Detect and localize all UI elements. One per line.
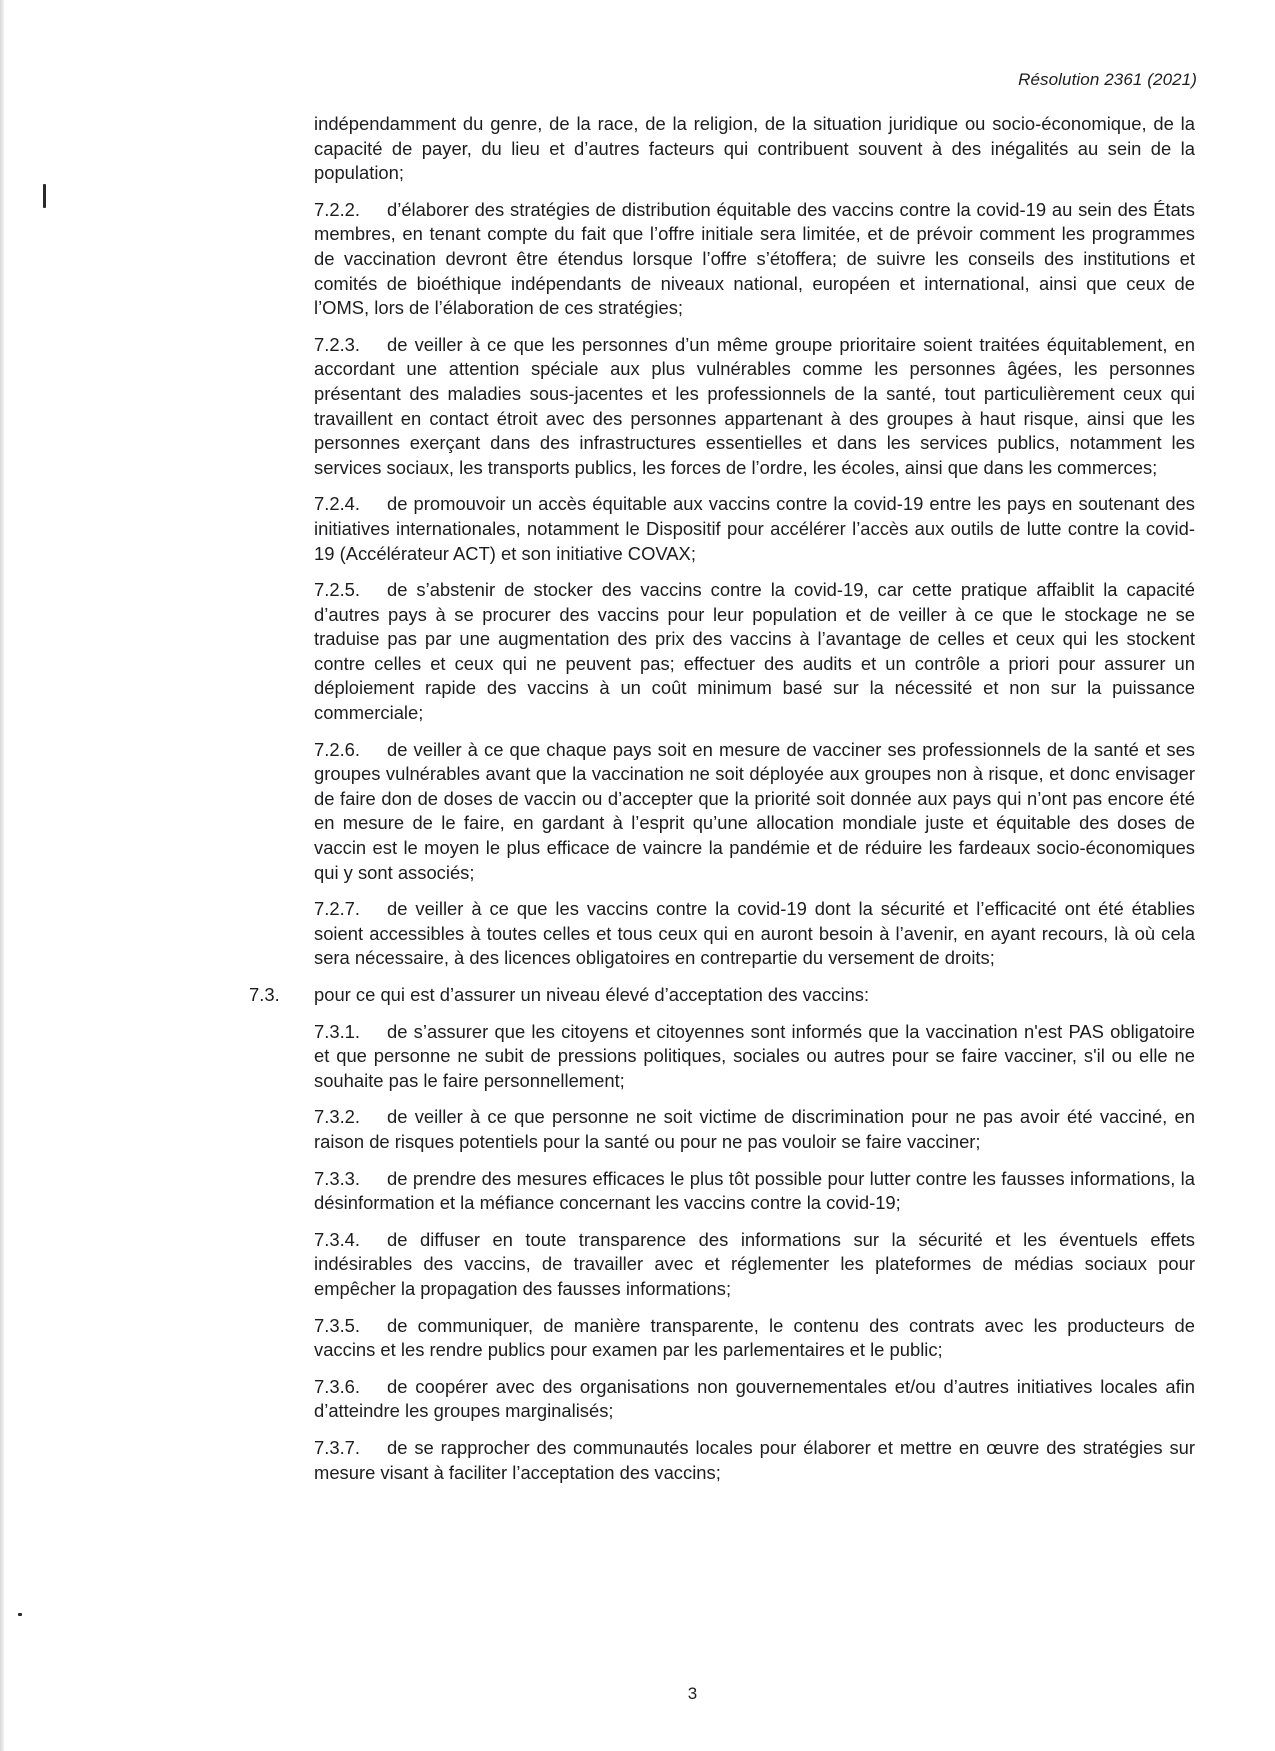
section-heading [249,983,1195,1008]
paragraph-text: de se rapprocher des communautés locales pour élaborer et mettre en œuvre des stratégies sur mesure visant à faciliter l’acceptation des vaccins; [314,1436,1195,1483]
paragraph-list-7-2 [314,198,1195,971]
paragraph-number: 7.3.4. [314,1228,361,1250]
paragraph-number: 7.2.3. [314,333,361,355]
paragraph-number: 7.2.2. [314,198,361,220]
paragraph-number: 7.3.3. [314,1167,361,1189]
paragraph-text: de veiller à ce que personne ne soit victime de discrimination pour ne pas avoir été vacciné, en raison de risques potentiels pour la santé ou pour ne pas vouloir se faire vacciner; [314,1106,1195,1152]
paragraph-number: 7.2.4. [314,493,361,515]
paragraph-text: de communiquer, de manière transparente, le contenu des contrats avec les producteurs de vaccins et les rendre publics pour examen par les parlementaires et le public; [314,1314,1195,1361]
paragraph [314,198,1195,321]
scan-mark [18,1613,22,1616]
paragraph-number: 7.3.5. [314,1314,361,1336]
paragraph [314,897,1195,971]
paragraph-text: de veiller à ce que chaque pays soit en mesure de vacciner ses professionnels de la santé et ses groupes vulnérables avant que la vaccination ne soit déployée aux groupes non à risque, et donc envisager de faire don de doses de vaccin ou d’accepter que la priorité soit donnée aux pays qui n’ont pas encore été en mesure de le faire, en gardant à l’esprit qu’une allocation mondiale juste et équitable des doses de vaccin est le moyen le plus efficace de vaincre la pandémie et de réduire les fardeaux socio-économiques qui y sont associés; [314,738,1195,883]
page-number: 3 [687,1684,698,1703]
document-body [249,112,1195,1497]
paragraph-text: de veiller à ce que les personnes d’un même groupe prioritaire soient traitées équitablement, en accordant une attention spéciale aux plus vulnérables comme les personnes âgées, les personnes présentant des maladies sous-jacentes et les professionnels de la santé, tout particulièrement ceux qui travaillent en contact étroit avec des personnes appartenant à des groupes à haut risque, ainsi que les personnes exerçant dans des infrastructures essentielles et dans les services publics, notamment les services sociaux, les transports publics, les forces de l’ordre, les écoles, ainsi que dans les commerces; [314,333,1195,478]
paragraph-continuation: indépendamment du genre, de la race, de la religion, de la situation juridique ou socio-économique, de la capacité de payer, du lieu et d’autres facteurs qui contribuent souvent à des inégalités au sein de la population; [314,113,1195,184]
paragraph-text: de veiller à ce que les vaccins contre la covid-19 dont la sécurité et l’efficacité ont été établies soient accessibles à toutes celles et tous ceux qui en auront besoin à l’avenir, en ayant recours, là où cela sera nécessaire, à des licences obligatoires en contrepartie du versement de droits; [314,898,1195,969]
paragraph-number: 7.3.6. [314,1375,361,1397]
document-reference: Résolution 2361 (2021) [1018,70,1197,89]
paragraph-text: de coopérer avec des organisations non gouvernementales et/ou d’autres initiatives locales afin d’atteindre les groupes marginalisés; [314,1375,1195,1422]
paragraph-list-7-3 [314,1020,1195,1486]
paragraph [314,738,1195,886]
paragraph [314,578,1195,726]
paragraph [314,1314,1195,1363]
paragraph-number: 7.3.2. [314,1106,361,1128]
paragraph-text: de promouvoir un accès équitable aux vaccins contre la covid-19 entre les pays en soutenant des initiatives internationales, notamment le Dispositif pour accélérer l’accès aux outils de lutte contre la covid-19 (Accélérateur ACT) et son initiative COVAX; [314,493,1195,564]
paragraph [314,1228,1195,1302]
section-text: pour ce qui est d’assurer un niveau élevé d’acceptation des vaccins: [314,984,870,1005]
paragraph-text: de s’assurer que les citoyens et citoyennes sont informés que la vaccination n'est PAS obligatoire et que personne ne subit de pressions politiques, sociales ou autres pour se faire vacciner, s'il ou elle ne souhaite pas le faire personnellement; [314,1020,1195,1091]
paragraph [314,333,1195,481]
paragraph-number: 7.2.6. [314,738,361,760]
paragraph [314,1105,1195,1154]
paragraph-text: d’élaborer des stratégies de distribution équitable des vaccins contre la covid-19 au sein des États membres, en tenant compte du fait que l’offre initiale sera limitée, et de prévoir comment les programmes de vaccination devront être étendus lorsque l’offre s’étoffera; de suivre les conseils des institutions et comités de bioéthique indépendants de niveaux national, européen et international, ainsi que ceux de l’OMS, lors de l’élaboration de ces stratégies; [314,198,1195,319]
scan-edge [0,0,4,1751]
paragraph [314,492,1195,566]
scan-mark [43,184,46,208]
paragraph-number: 7.2.5. [314,579,361,601]
paragraph [314,1020,1195,1094]
paragraph-number: 7.2.7. [314,898,361,920]
section-number: 7.3. [249,984,280,1005]
paragraph-text: de prendre des mesures efficaces le plus tôt possible pour lutter contre les fausses informations, la désinformation et la méfiance concernant les vaccins contre la covid-19; [314,1167,1195,1214]
paragraph [314,1167,1195,1216]
paragraph-number: 7.3.7. [314,1436,361,1458]
paragraph-text: de s’abstenir de stocker des vaccins contre la covid-19, car cette pratique affaiblit la capacité d’autres pays à se procurer des vaccins pour leur population et de veiller à ce que le stockage ne se traduise pas par une augmentation des prix des vaccins à l’avantage de celles et ceux qui les stockent contre celles et ceux qui ne peuvent pas; effectuer des audits et un contrôle a priori pour assurer un déploiement rapide des vaccins à un coût minimum basé sur la nécessité et non sur la puissance commerciale; [314,579,1195,724]
paragraph-text: de diffuser en toute transparence des informations sur la sécurité et les éventuels effets indésirables des vaccins, de travailler avec et réglementer les plateformes de médias sociaux pour empêcher la propagation des fausses informations; [314,1228,1195,1299]
paragraph [314,1375,1195,1424]
paragraph [314,1436,1195,1485]
paragraph-number: 7.3.1. [314,1020,361,1042]
